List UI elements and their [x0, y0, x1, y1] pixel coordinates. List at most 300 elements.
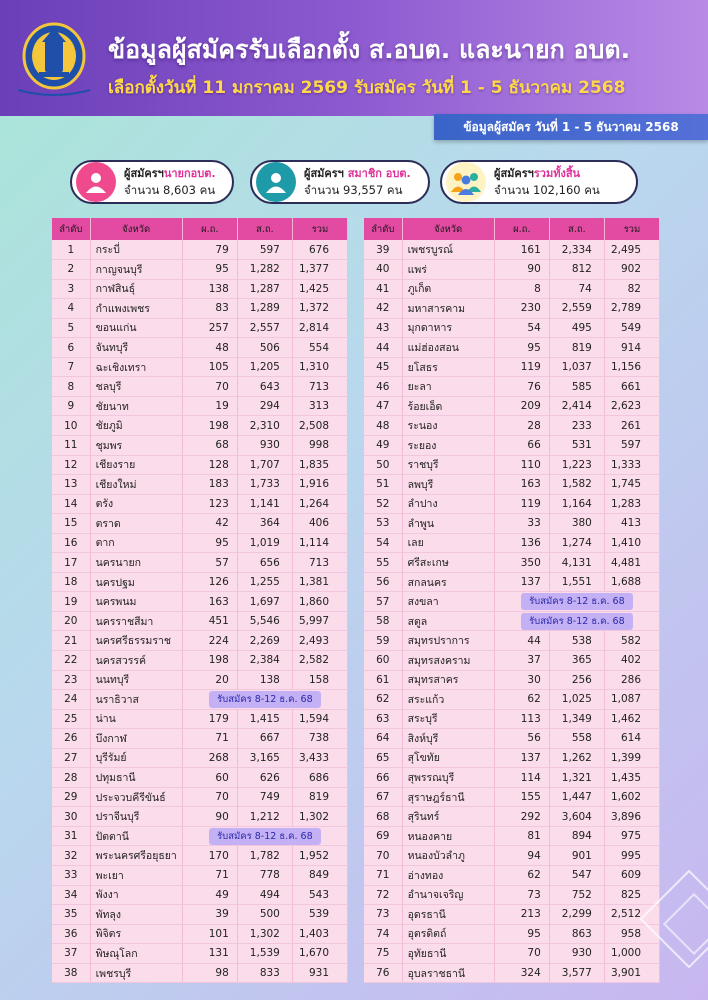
table-cell: นครพนม — [90, 592, 182, 612]
date-banner: ข้อมูลผู้สมัคร วันที่ 1 - 5 ธันวาคม 2568 — [434, 114, 708, 140]
table-cell: 57 — [364, 592, 402, 612]
column-header: ส.ถ. — [237, 218, 292, 240]
table-cell: 1,447 — [549, 787, 604, 807]
table-row — [52, 533, 348, 553]
table-cell: เพชรบูรณ์ — [402, 240, 494, 260]
table-cell: แม่ฮ่องสอน — [402, 338, 494, 358]
table-cell: 74 — [364, 924, 402, 944]
table-cell: 123 — [182, 494, 237, 514]
table-cell: 39 — [364, 240, 402, 260]
person-icon — [76, 162, 116, 202]
table-cell: 286 — [604, 670, 659, 690]
table-cell: อุตรดิตถ์ — [402, 924, 494, 944]
table-cell: 71 — [364, 866, 402, 886]
table-cell: อุทัยธานี — [402, 944, 494, 964]
table-cell: ฉะเชิงเทรา — [90, 357, 182, 377]
table-row — [364, 494, 660, 514]
table-cell: 28 — [494, 416, 549, 436]
table-cell: 1,283 — [604, 494, 659, 514]
table-cell: 1 — [52, 240, 90, 260]
table-cell: 42 — [364, 299, 402, 319]
table-cell: 33 — [52, 866, 90, 886]
table-cell: 1,707 — [237, 455, 292, 475]
table-cell: 110 — [494, 455, 549, 475]
table-cell: 1,403 — [292, 924, 347, 944]
table-cell: 1,156 — [604, 357, 659, 377]
table-cell: 128 — [182, 455, 237, 475]
table-row — [52, 670, 348, 690]
table-cell: 59 — [364, 631, 402, 651]
table-cell: 1,399 — [604, 748, 659, 768]
table-cell: 198 — [182, 416, 237, 436]
table-cell: 198 — [182, 650, 237, 670]
table-cell: 1,594 — [292, 709, 347, 729]
table-cell: 52 — [364, 494, 402, 514]
table-cell: 402 — [604, 650, 659, 670]
table-cell: 1,916 — [292, 475, 347, 495]
table-cell: พระนครศรีอยุธยา — [90, 846, 182, 866]
table-cell: 1,302 — [292, 807, 347, 827]
table-cell: 44 — [494, 631, 549, 651]
table-cell: 105 — [182, 357, 237, 377]
table-cell: ตราด — [90, 514, 182, 534]
table-cell: 119 — [494, 357, 549, 377]
table-cell: 131 — [182, 944, 237, 964]
table-cell: 35 — [52, 905, 90, 925]
table-cell: 58 — [364, 611, 402, 631]
table-cell: 261 — [604, 416, 659, 436]
table-cell: 2,310 — [237, 416, 292, 436]
table-cell: 825 — [604, 885, 659, 905]
table-cell: 49 — [364, 435, 402, 455]
table-cell: 163 — [494, 475, 549, 495]
table-cell: 37 — [494, 650, 549, 670]
table-cell: 163 — [182, 592, 237, 612]
table-cell: 136 — [494, 533, 549, 553]
table-cell: 158 — [292, 670, 347, 690]
table-cell: 137 — [494, 748, 549, 768]
table-cell: 1,333 — [604, 455, 659, 475]
column-header: จังหวัด — [90, 218, 182, 240]
table-row — [364, 455, 660, 475]
table-cell: ราชบุรี — [402, 455, 494, 475]
table-row — [364, 299, 660, 319]
table-row — [364, 846, 660, 866]
table-cell: 95 — [182, 533, 237, 553]
table-cell: 70 — [182, 787, 237, 807]
table-cell: 34 — [52, 885, 90, 905]
note-pill: รับสมัคร 8-12 ธ.ค. 68 — [209, 828, 321, 845]
table-cell: สกลนคร — [402, 572, 494, 592]
table-row — [364, 807, 660, 827]
table-cell: 63 — [364, 709, 402, 729]
table-cell: 60 — [364, 650, 402, 670]
table-row — [364, 396, 660, 416]
table-cell: 1,274 — [549, 533, 604, 553]
column-header: รวม — [292, 218, 347, 240]
table-row — [52, 866, 348, 886]
table-cell: 1,425 — [292, 279, 347, 299]
table-cell: 495 — [549, 318, 604, 338]
table-cell: บุรีรัมย์ — [90, 748, 182, 768]
table-cell: 1,349 — [549, 709, 604, 729]
table-cell: สงขลา — [402, 592, 494, 612]
table-cell: 51 — [364, 475, 402, 495]
table-row — [364, 572, 660, 592]
table-cell: ชลบุรี — [90, 377, 182, 397]
table-row — [364, 514, 660, 534]
table-cell: สุราษฎร์ธานี — [402, 787, 494, 807]
table-cell: 19 — [52, 592, 90, 612]
table-cell: 1,539 — [237, 944, 292, 964]
table-cell: 585 — [549, 377, 604, 397]
province-table-right — [364, 218, 660, 983]
table-cell: 19 — [182, 396, 237, 416]
table-cell: 38 — [52, 963, 90, 983]
table-cell: สุโขทัย — [402, 748, 494, 768]
table-cell: 1,282 — [237, 260, 292, 280]
table-header-row — [364, 218, 660, 240]
table-cell: 1,435 — [604, 768, 659, 788]
table-cell: 597 — [604, 435, 659, 455]
table-cell: มุกดาหาร — [402, 318, 494, 338]
table-cell: พิจิตร — [90, 924, 182, 944]
summary-label: ผู้สมัครฯ สมาชิก อบต. — [304, 167, 411, 180]
table-row — [52, 846, 348, 866]
table-cell: 1,952 — [292, 846, 347, 866]
table-cell: น่าน — [90, 709, 182, 729]
table-cell: สมุทรสงคราม — [402, 650, 494, 670]
table-row — [52, 631, 348, 651]
group-icon — [446, 162, 486, 202]
table-row — [364, 866, 660, 886]
table-cell: 558 — [549, 729, 604, 749]
table-cell: ภูเก็ต — [402, 279, 494, 299]
table-cell: 50 — [364, 455, 402, 475]
table-cell: 101 — [182, 924, 237, 944]
table-row — [364, 924, 660, 944]
table-row — [52, 416, 348, 436]
table-row — [364, 670, 660, 690]
table-cell: 1,321 — [549, 768, 604, 788]
table-cell: สิงห์บุรี — [402, 729, 494, 749]
table-cell: 31 — [52, 826, 90, 846]
table-cell: 8 — [494, 279, 549, 299]
table-cell: ยโสธร — [402, 357, 494, 377]
table-cell: นครนายก — [90, 553, 182, 573]
table-row — [52, 435, 348, 455]
table-cell: 37 — [52, 944, 90, 964]
table-header-row — [52, 218, 348, 240]
table-cell: 179 — [182, 709, 237, 729]
table-cell: 894 — [549, 826, 604, 846]
table-row — [52, 963, 348, 983]
table-cell: 3,577 — [549, 963, 604, 983]
table-cell: สตูล — [402, 611, 494, 631]
table-cell: 2,414 — [549, 396, 604, 416]
table-cell: 901 — [549, 846, 604, 866]
table-cell: 549 — [604, 318, 659, 338]
table-cell: อุดรธานี — [402, 905, 494, 925]
table-cell: 3,901 — [604, 963, 659, 983]
table-cell: พัทลุง — [90, 905, 182, 925]
table-cell: 2,269 — [237, 631, 292, 651]
table-cell: 126 — [182, 572, 237, 592]
table-row — [52, 240, 348, 260]
table-cell: 3,896 — [604, 807, 659, 827]
table-row — [364, 318, 660, 338]
table-cell: 137 — [494, 572, 549, 592]
table-cell: นนทบุรี — [90, 670, 182, 690]
summary-card-total — [440, 160, 638, 204]
table-cell: 5,997 — [292, 611, 347, 631]
table-row — [364, 416, 660, 436]
table-row — [52, 592, 348, 612]
summary-value: จำนวน 102,160 คน — [494, 183, 600, 197]
registration-note — [182, 826, 347, 846]
table-cell: ระนอง — [402, 416, 494, 436]
table-cell: 4,131 — [549, 553, 604, 573]
table-cell: 1,835 — [292, 455, 347, 475]
table-cell: 209 — [494, 396, 549, 416]
table-cell: 902 — [604, 260, 659, 280]
table-cell: 98 — [182, 963, 237, 983]
table-row — [364, 611, 660, 631]
table-cell: 33 — [494, 514, 549, 534]
table-cell: 931 — [292, 963, 347, 983]
table-cell: 47 — [364, 396, 402, 416]
table-cell: 1,114 — [292, 533, 347, 553]
table-cell: เพชรบุรี — [90, 963, 182, 983]
column-header: จังหวัด — [402, 218, 494, 240]
table-cell: 8 — [52, 377, 90, 397]
table-cell: ชัยภูมิ — [90, 416, 182, 436]
table-cell: 29 — [52, 787, 90, 807]
table-cell: 230 — [494, 299, 549, 319]
table-row — [364, 553, 660, 573]
table-cell: 28 — [52, 768, 90, 788]
table-cell: 13 — [52, 475, 90, 495]
table-cell: 819 — [549, 338, 604, 358]
table-row — [364, 787, 660, 807]
table-row — [52, 807, 348, 827]
table-cell: อุบลราชธานี — [402, 963, 494, 983]
table-cell: 661 — [604, 377, 659, 397]
table-cell: 95 — [182, 260, 237, 280]
table-cell: สระบุรี — [402, 709, 494, 729]
table-cell: 95 — [494, 338, 549, 358]
table-row — [52, 885, 348, 905]
table-cell: 1,141 — [237, 494, 292, 514]
table-cell: 46 — [364, 377, 402, 397]
table-cell: 71 — [182, 729, 237, 749]
table-cell: เชียงราย — [90, 455, 182, 475]
table-cell: 713 — [292, 377, 347, 397]
table-cell: 65 — [364, 748, 402, 768]
table-cell: สระแก้ว — [402, 690, 494, 710]
table-cell: 119 — [494, 494, 549, 514]
table-row — [52, 514, 348, 534]
table-cell: 21 — [52, 631, 90, 651]
table-cell: 778 — [237, 866, 292, 886]
table-cell: 95 — [494, 924, 549, 944]
table-row — [364, 338, 660, 358]
table-cell: 506 — [237, 338, 292, 358]
table-cell: 1,019 — [237, 533, 292, 553]
table-cell: 2,559 — [549, 299, 604, 319]
table-cell: พังงา — [90, 885, 182, 905]
table-cell: จันทบุรี — [90, 338, 182, 358]
summary-value: จำนวน 8,603 คน — [124, 183, 216, 197]
table-row — [364, 768, 660, 788]
table-cell: 69 — [364, 826, 402, 846]
table-cell: 56 — [494, 729, 549, 749]
table-cell: 494 — [237, 885, 292, 905]
column-header: ส.ถ. — [549, 218, 604, 240]
table-cell: 2,512 — [604, 905, 659, 925]
table-cell: 11 — [52, 435, 90, 455]
table-cell: 1,377 — [292, 260, 347, 280]
table-cell: 547 — [549, 866, 604, 886]
table-cell: 76 — [494, 377, 549, 397]
table-cell: 233 — [549, 416, 604, 436]
table-cell: พะเยา — [90, 866, 182, 886]
table-cell: 539 — [292, 905, 347, 925]
table-cell: ลำพูน — [402, 514, 494, 534]
table-cell: กาฬสินธุ์ — [90, 279, 182, 299]
table-cell: 70 — [494, 944, 549, 964]
table-cell: 1,860 — [292, 592, 347, 612]
table-cell: 70 — [182, 377, 237, 397]
table-cell: 27 — [52, 748, 90, 768]
table-row — [52, 494, 348, 514]
table-row — [364, 748, 660, 768]
table-cell: 70 — [364, 846, 402, 866]
table-cell: 2,495 — [604, 240, 659, 260]
table-cell: ศรีสะเกษ — [402, 553, 494, 573]
table-cell: ชุมพร — [90, 435, 182, 455]
table-row — [52, 396, 348, 416]
table-cell: 1,602 — [604, 787, 659, 807]
table-cell: กาญจนบุรี — [90, 260, 182, 280]
table-row — [52, 709, 348, 729]
table-row — [52, 611, 348, 631]
table-cell: 26 — [52, 729, 90, 749]
table-cell: 2,299 — [549, 905, 604, 925]
table-cell: 67 — [364, 787, 402, 807]
table-cell: 3 — [52, 279, 90, 299]
summary-card-mayor — [70, 160, 234, 204]
table-row — [364, 963, 660, 983]
table-row — [364, 709, 660, 729]
table-cell: 22 — [52, 650, 90, 670]
table-cell: หนองบัวลำภู — [402, 846, 494, 866]
table-cell: 61 — [364, 670, 402, 690]
table-cell: 20 — [182, 670, 237, 690]
table-cell: 597 — [237, 240, 292, 260]
table-cell: 1,205 — [237, 357, 292, 377]
table-cell: นครราชสีมา — [90, 611, 182, 631]
column-header: ลำดับ — [52, 218, 90, 240]
table-cell: 17 — [52, 553, 90, 573]
table-row — [364, 690, 660, 710]
table-cell: 2,582 — [292, 650, 347, 670]
person-icon — [256, 162, 296, 202]
table-cell: 40 — [364, 260, 402, 280]
table-cell: 2,623 — [604, 396, 659, 416]
table-cell: 56 — [364, 572, 402, 592]
table-cell: 16 — [52, 533, 90, 553]
table-cell: 2,384 — [237, 650, 292, 670]
table-cell: 25 — [52, 709, 90, 729]
table-cell: 2,814 — [292, 318, 347, 338]
table-cell: 1,037 — [549, 357, 604, 377]
table-cell: 9 — [52, 396, 90, 416]
table-cell: 15 — [52, 514, 90, 534]
table-cell: 1,551 — [549, 572, 604, 592]
table-cell: นครสวรรค์ — [90, 650, 182, 670]
table-cell: 42 — [182, 514, 237, 534]
table-cell: 12 — [52, 455, 90, 475]
table-cell: 609 — [604, 866, 659, 886]
table-cell: ตรัง — [90, 494, 182, 514]
table-cell: 667 — [237, 729, 292, 749]
table-cell: 833 — [237, 963, 292, 983]
table-cell: 863 — [549, 924, 604, 944]
table-cell: 170 — [182, 846, 237, 866]
table-cell: สุรินทร์ — [402, 807, 494, 827]
table-cell: สมุทรสาคร — [402, 670, 494, 690]
table-cell: ปัตตานี — [90, 826, 182, 846]
table-cell: 224 — [182, 631, 237, 651]
column-header: ผ.ถ. — [494, 218, 549, 240]
table-cell: 72 — [364, 885, 402, 905]
table-cell: 2,334 — [549, 240, 604, 260]
table-row — [52, 279, 348, 299]
table-row — [52, 357, 348, 377]
table-cell: 294 — [237, 396, 292, 416]
table-cell: 1,302 — [237, 924, 292, 944]
table-cell: เลย — [402, 533, 494, 553]
table-cell: 1,255 — [237, 572, 292, 592]
table-cell: 57 — [182, 553, 237, 573]
table-cell: 1,025 — [549, 690, 604, 710]
table-cell: 2,508 — [292, 416, 347, 436]
table-cell: ชัยนาท — [90, 396, 182, 416]
table-cell: 90 — [182, 807, 237, 827]
table-row — [52, 553, 348, 573]
table-cell: 54 — [494, 318, 549, 338]
table-cell: 161 — [494, 240, 549, 260]
table-cell: 998 — [292, 435, 347, 455]
table-cell: 62 — [494, 866, 549, 886]
table-cell: 36 — [52, 924, 90, 944]
header-banner — [0, 0, 708, 116]
table-cell: 4,481 — [604, 553, 659, 573]
table-cell: 66 — [364, 768, 402, 788]
table-row — [52, 905, 348, 925]
table-cell: 79 — [182, 240, 237, 260]
table-cell: บึงกาฬ — [90, 729, 182, 749]
table-cell: 73 — [364, 905, 402, 925]
table-cell: อำนาจเจริญ — [402, 885, 494, 905]
table-cell: 2 — [52, 260, 90, 280]
table-row — [364, 240, 660, 260]
table-cell: 1,670 — [292, 944, 347, 964]
table-cell: 256 — [549, 670, 604, 690]
table-cell: 66 — [494, 435, 549, 455]
table-cell: 1,582 — [549, 475, 604, 495]
